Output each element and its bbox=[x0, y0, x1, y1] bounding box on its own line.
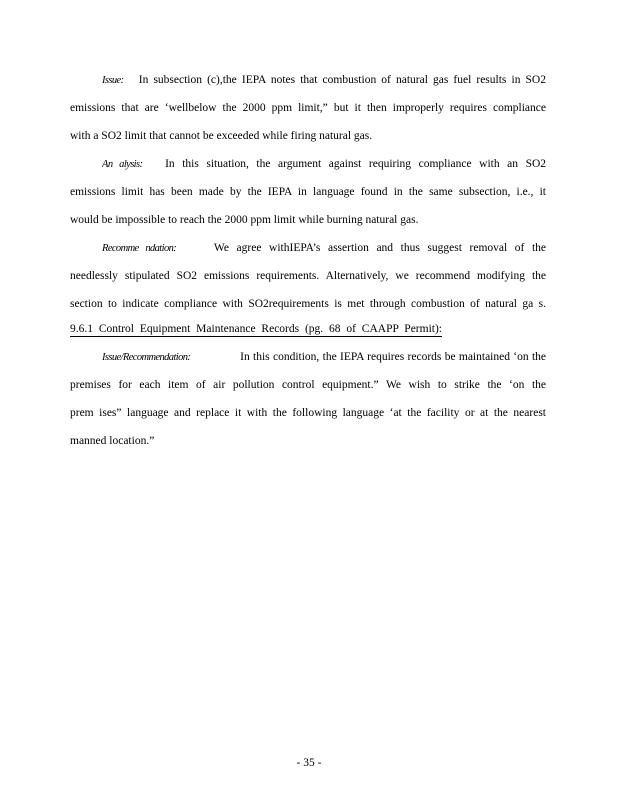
recommendation-lead: Recomme ndation: bbox=[102, 243, 177, 254]
issue-recommendation-line-1 bbox=[102, 350, 546, 365]
analysis-line-1 bbox=[102, 157, 546, 172]
issue-recommendation-line-3: prem ises” language and replace it with the following language ‘at the facility or at the nearest bbox=[70, 407, 546, 419]
analysis-text-1: In this situation, the argument against requiring compliance with an SO2 bbox=[165, 158, 546, 170]
recommendation-line-2: needlessly stipulated SO2 emissions requirements. Alternatively, we recommend modifying the bbox=[70, 270, 546, 282]
section-heading: 9.6.1 Control Equipment Maintenance Records (pg. 68 of CAAPP Permit): bbox=[70, 323, 442, 335]
issue-line-1 bbox=[102, 73, 546, 88]
recommendation-line-3: section to indicate compliance with SO2requirements is met through combustion of natural ga s. bbox=[70, 298, 546, 310]
recommendation-text-1: We agree withIEPA’s assertion and thus suggest removal of the bbox=[213, 242, 546, 254]
issue-recommendation-line-4: manned location.” bbox=[70, 435, 155, 447]
issue-text-1: In subsection (c),the IEPA notes that combustion of natural gas fuel results in SO2 bbox=[138, 74, 546, 86]
analysis-line-2: emissions limit has been made by the IEPA in language found in the same subsection, i.e., it bbox=[70, 186, 546, 198]
issue-lead: Issue: bbox=[102, 75, 124, 86]
analysis-line-3: would be impossible to reach the 2000 ppm limit while burning natural gas. bbox=[70, 214, 419, 226]
page-number: - 35 - bbox=[296, 757, 322, 769]
issue-line-3: with a SO2 limit that cannot be exceeded while firing natural gas. bbox=[70, 130, 373, 142]
issue-recommendation-text-1: In this condition, the IEPA requires records be maintained ‘on the bbox=[240, 351, 546, 363]
issue-recommendation-line-2: premises for each item of air pollution control equipment.” We wish to strike the ‘on the bbox=[70, 379, 546, 391]
analysis-lead: An alysis: bbox=[102, 159, 143, 170]
recommendation-line-1 bbox=[102, 241, 546, 256]
issue-line-2: emissions that are ‘wellbelow the 2000 ppm limit,” but it then improperly requires compliance bbox=[70, 102, 546, 114]
issue-recommendation-lead: Issue/Recommendation: bbox=[102, 352, 191, 363]
